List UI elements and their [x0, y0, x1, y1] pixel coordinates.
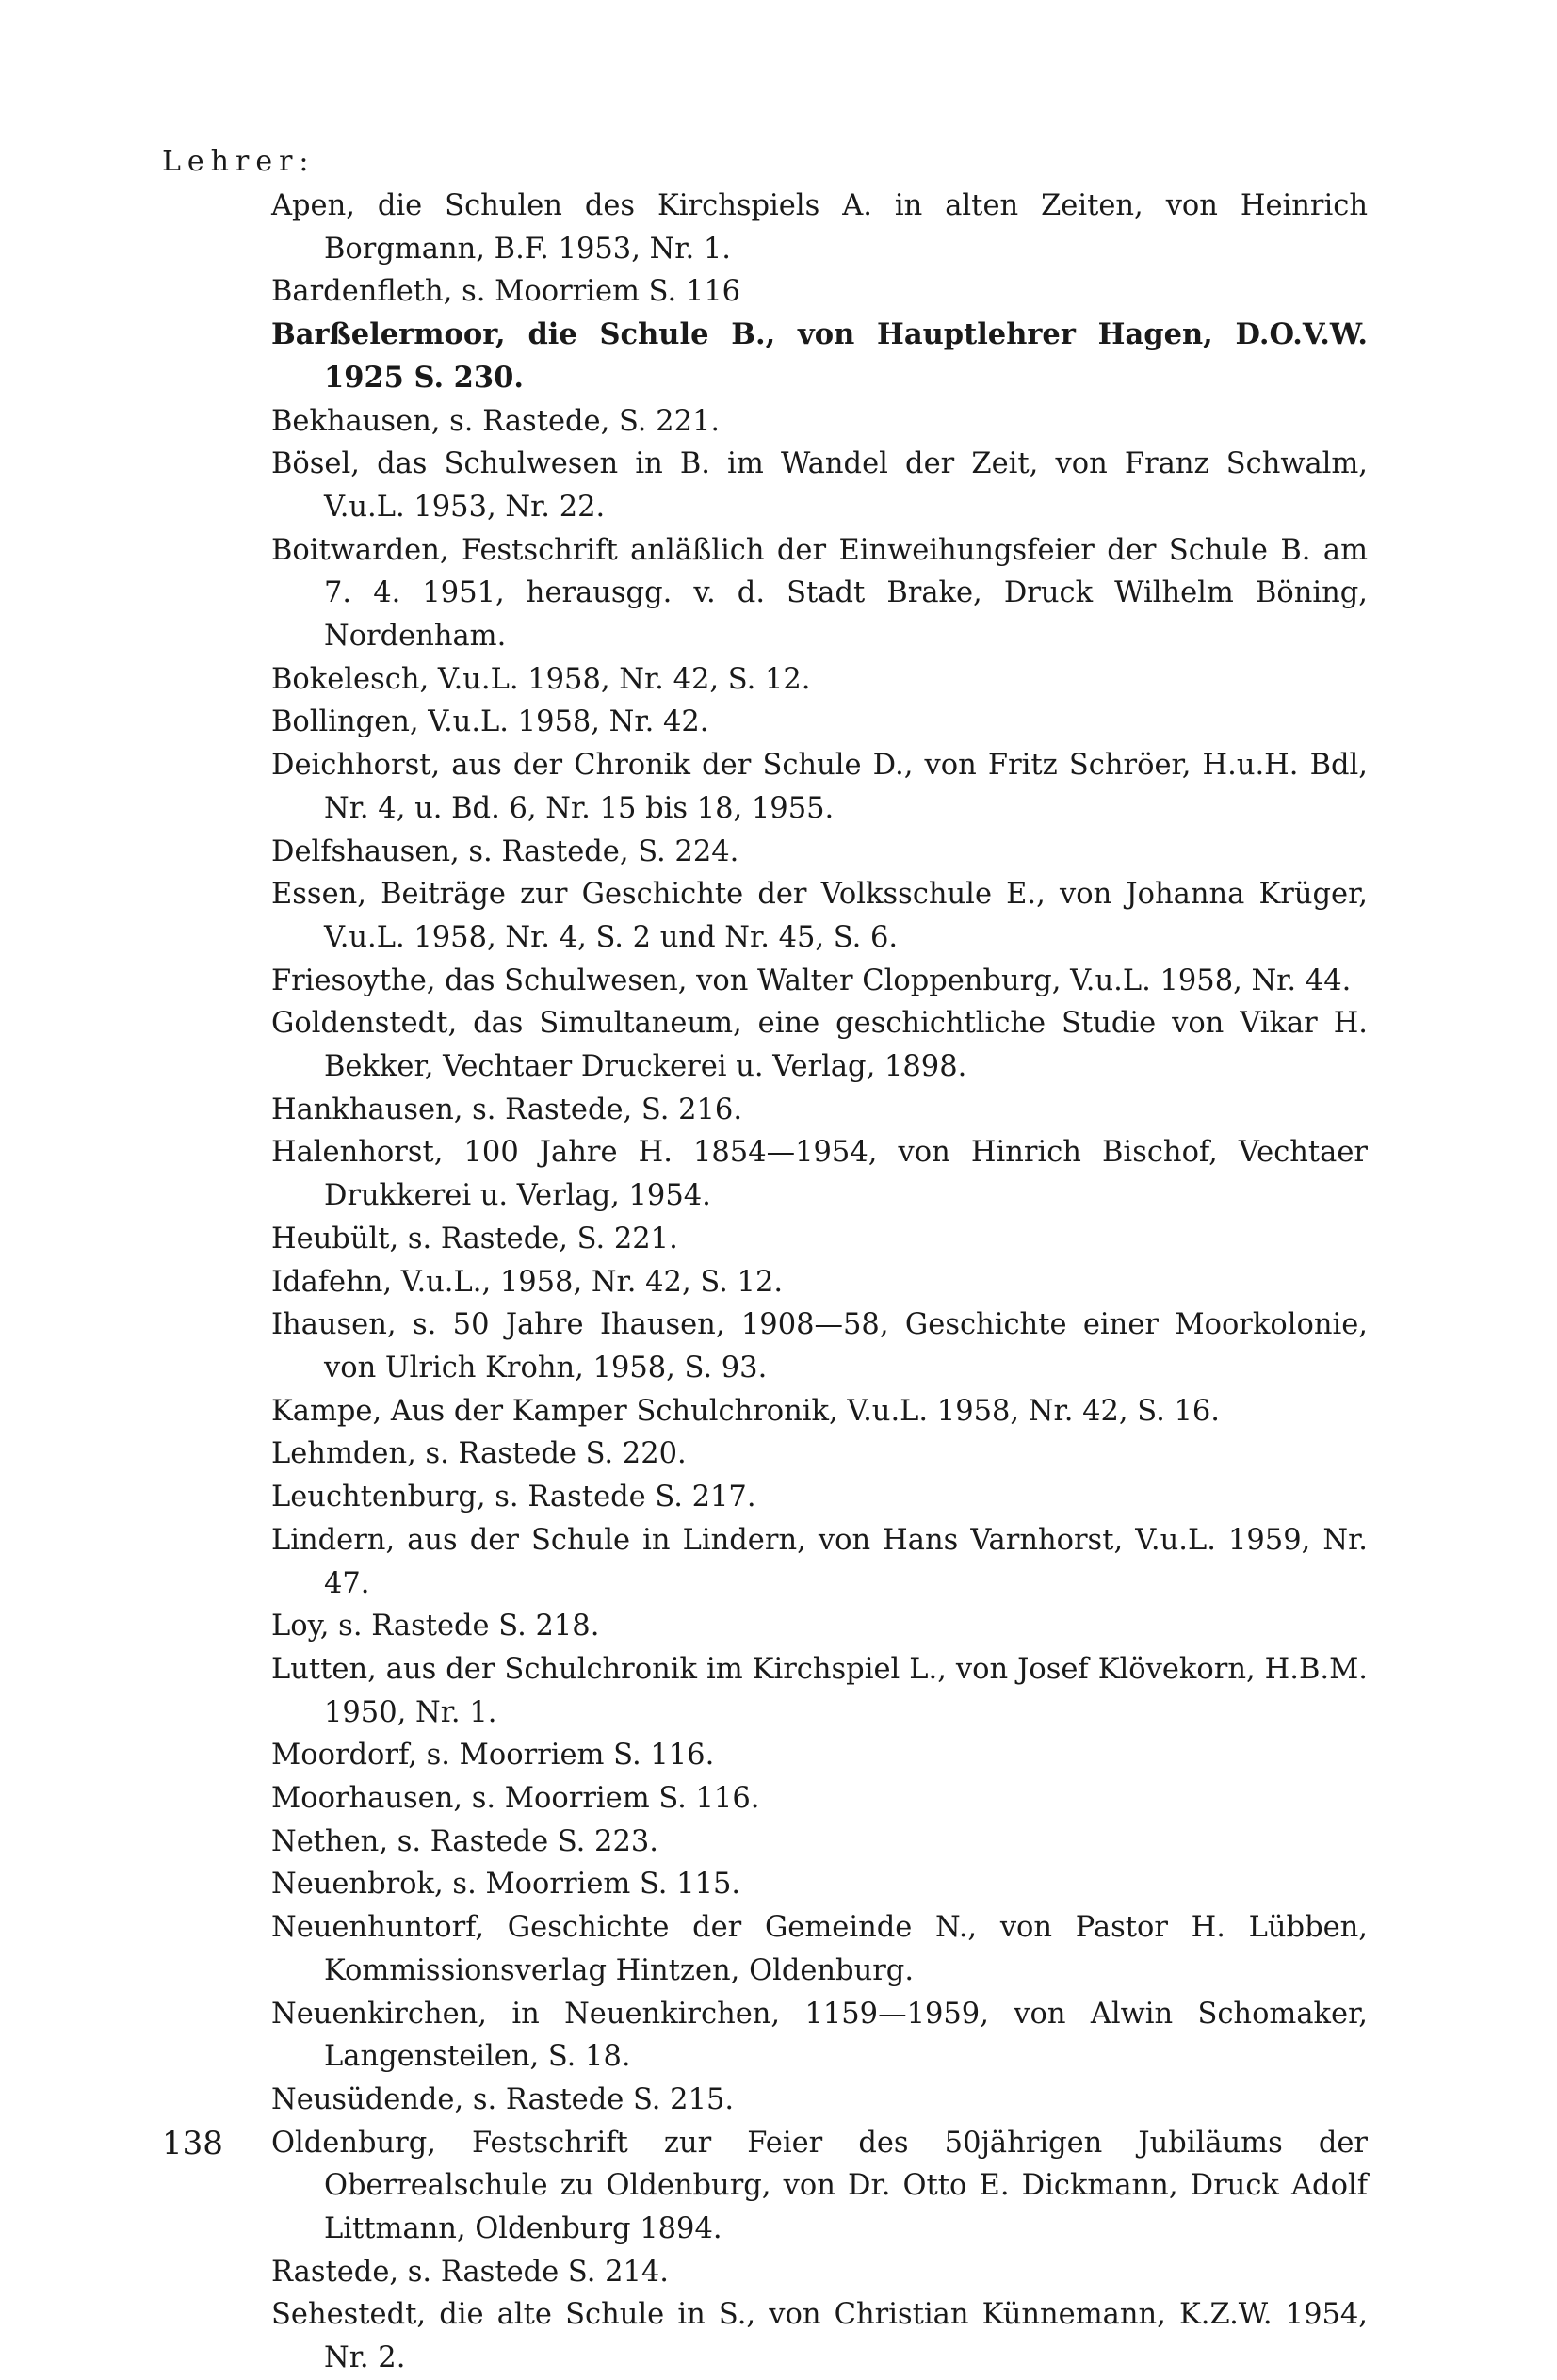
bibliography-entry: Rastede, s. Rastede S. 214.: [271, 2255, 669, 2289]
bibliography-entry: Moorhausen, s. Moorriem S. 116.: [271, 1782, 760, 1816]
bibliography-entry: Loy, s. Rastede S. 218.: [271, 1610, 600, 1643]
bibliography-entry: Boitwarden, Festschrift anläßlich der Einweihungsfeier der Schule B. am 7. 4. 1951, herausgg. v. d. Stadt Brake, Druck Wilhelm Böning, Nordenham.: [271, 533, 1368, 654]
bibliography-entry: Barßelermoor, die Schule B., von Hauptlehrer Hagen, D.O.V.W. 1925 S. 230.: [271, 317, 1368, 395]
bibliography-entry: Deichhorst, aus der Chronik der Schule D., von Fritz Schröer, H.u.H. Bdl, Nr. 4, u. Bd. 6, Nr. 15 bis 18, 1955.: [271, 749, 1368, 825]
bibliography-entry: Bokelesch, V.u.L. 1958, Nr. 42, S. 12.: [271, 662, 811, 696]
bibliography-entry: Ihausen, s. 50 Jahre Ihausen, 1908—58, Geschichte einer Moorkolonie, von Ulrich Krohn, 1958, S. 93.: [271, 1308, 1368, 1384]
bibliography-entry: Lutten, aus der Schulchronik im Kirchspiel L., von Josef Klövekorn, H.B.M. 1950, Nr. 1.: [271, 1652, 1368, 1729]
bibliography-entry: Friesoythe, das Schulwesen, von Walter Cloppenburg, V.u.L. 1958, Nr. 44.: [271, 963, 1352, 997]
bibliography-entry: Bekhausen, s. Rastede, S. 221.: [271, 404, 721, 438]
bibliography-entry: Lindern, aus der Schule in Lindern, von Hans Varnhorst, V.u.L. 1959, Nr. 47.: [271, 1523, 1368, 1600]
bibliography-entry: Lehmden, s. Rastede S. 220.: [271, 1437, 687, 1471]
bibliography-entry: Bardenfleth, s. Moorriem S. 116: [271, 275, 741, 309]
section-heading: Lehrer:: [162, 145, 316, 178]
bibliography-entry: Neusüdende, s. Rastede S. 215.: [271, 2082, 735, 2116]
bibliography-entry: Goldenstedt, das Simultaneum, eine geschichtliche Studie von Vikar H. Bekker, Vechtaer Druckerei u. Verlag, 1898.: [271, 1007, 1368, 1084]
bibliography-entry: Nethen, s. Rastede S. 223.: [271, 1824, 658, 1858]
bibliography-entry: Moordorf, s. Moorriem S. 116.: [271, 1739, 715, 1773]
bibliography-entry: Heubült, s. Rastede, S. 221.: [271, 1222, 678, 1255]
bibliography-entry: Bösel, das Schulwesen in B. im Wandel der Zeit, von Franz Schwalm, V.u.L. 1953, Nr. 22.: [271, 447, 1368, 524]
bibliography-list: [271, 185, 1368, 2380]
bibliography-entry: Neuenhuntorf, Geschichte der Gemeinde N., von Pastor H. Lübben, Kommissionsverlag Hintzen, Oldenburg.: [271, 1911, 1368, 1987]
bibliography-entry: Bollingen, V.u.L. 1958, Nr. 42.: [271, 705, 709, 739]
bibliography-entry: Essen, Beiträge zur Geschichte der Volksschule E., von Johanna Krüger, V.u.L. 1958, Nr. 4, S. 2 und Nr. 45, S. 6.: [271, 878, 1368, 954]
bibliography-entry: Hankhausen, s. Rastede, S. 216.: [271, 1093, 743, 1126]
bibliography-entry: Oldenburg, Festschrift zur Feier des 50jährigen Jubiläums der Oberrealschule zu Oldenburg, von Dr. Otto E. Dickmann, Druck Adolf Littmann, Oldenburg 1894.: [271, 2126, 1368, 2246]
bibliography-entry: Idafehn, V.u.L., 1958, Nr. 42, S. 12.: [271, 1265, 784, 1299]
bibliography-entry: Sehestedt, die alte Schule in S., von Christian Künnemann, K.Z.W. 1954, Nr. 2.: [271, 2298, 1368, 2375]
bibliography-entry: Halenhorst, 100 Jahre H. 1854—1954, von Hinrich Bischof, Vechtaer Drukkerei u. Verlag, 1954.: [271, 1136, 1368, 1213]
page-number: 138: [162, 2125, 223, 2162]
bibliography-entry: Kampe, Aus der Kamper Schulchronik, V.u.L. 1958, Nr. 42, S. 16.: [271, 1394, 1221, 1428]
bibliography-entry: Apen, die Schulen des Kirchspiels A. in alten Zeiten, von Heinrich Borgmann, B.F. 1953, Nr. 1.: [271, 189, 1368, 266]
bibliography-entry: Neuenbrok, s. Moorriem S. 115.: [271, 1868, 741, 1902]
bibliography-entry: Leuchtenburg, s. Rastede S. 217.: [271, 1481, 756, 1514]
bibliography-entry: Delfshausen, s. Rastede, S. 224.: [271, 834, 739, 868]
bibliography-entry: Neuenkirchen, in Neuenkirchen, 1159—1959, von Alwin Schomaker, Langensteilen, S. 18.: [271, 1997, 1368, 2074]
